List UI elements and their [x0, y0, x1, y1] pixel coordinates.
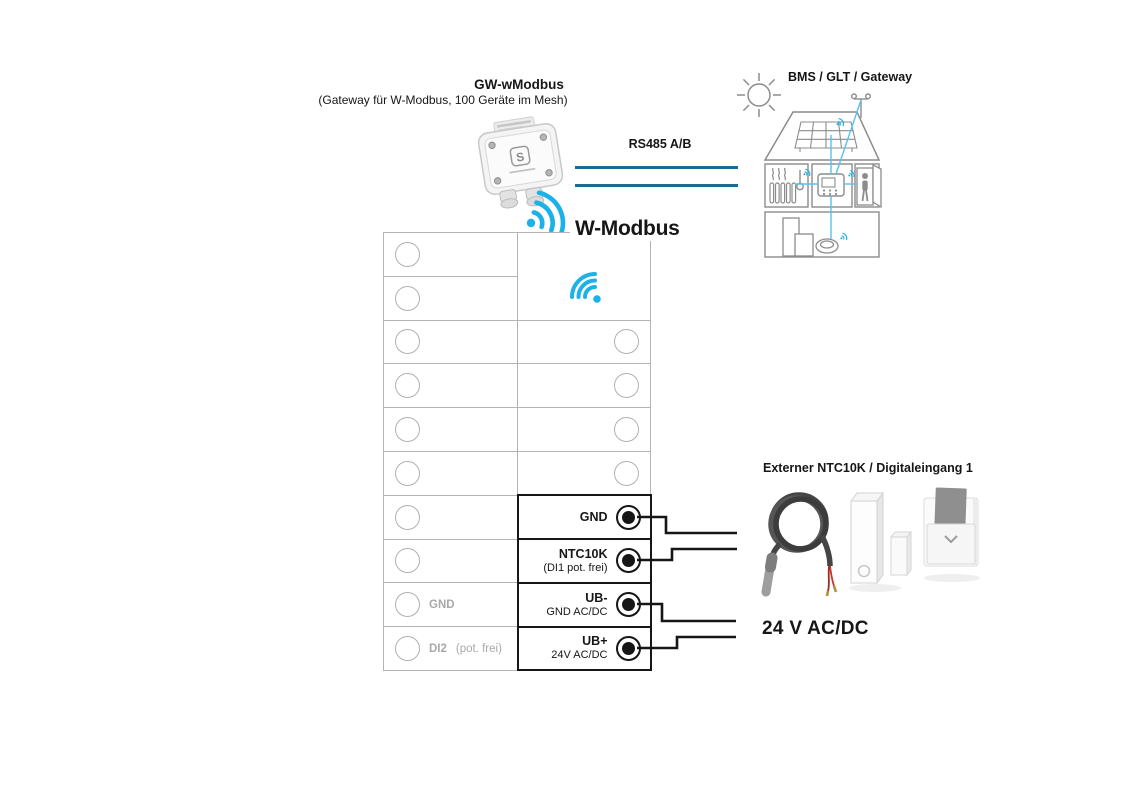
rs485-line-a [575, 166, 738, 169]
terminal-contact [616, 636, 641, 661]
door-person-icon [857, 165, 881, 207]
terminal-circle [614, 461, 639, 486]
device-subtitle: (Gateway für W-Modbus, 100 Geräte im Mesh) [318, 93, 568, 107]
terminal-block: GND NTC10K (DI1 pot. frei) GND UB- GND AC/DC DI2 (pot. frei) UB+ 24V AC/DC [383, 232, 652, 671]
terminal-circle [395, 505, 420, 530]
wifi-icon [564, 266, 604, 306]
terminal-circle [395, 461, 420, 486]
terminal-circle [614, 373, 639, 398]
red-wire [828, 566, 829, 591]
terminal-gnd: GND [518, 495, 651, 539]
external-input-title: Externer NTC10K / Digitaleingang 1 [763, 461, 973, 475]
power-label: 24 V AC/DC [762, 618, 869, 639]
svg-text:S: S [515, 149, 526, 165]
terminal-circle [395, 373, 420, 398]
terminal-circle [395, 242, 420, 267]
terminal-circle [395, 417, 420, 442]
terminal-circle [614, 417, 639, 442]
wifi-icon [521, 183, 577, 239]
terminal-circle [395, 636, 420, 661]
red-wire [830, 566, 834, 586]
bms-label: BMS / GLT / Gateway [788, 70, 913, 84]
terminal-ub-plus: UB+ 24V AC/DC [518, 627, 651, 671]
solar-panel-icon [795, 122, 857, 152]
wmodbus-radio-cell [518, 233, 651, 321]
terminal-contact [616, 548, 641, 573]
wmodbus-label: W-Modbus [570, 217, 684, 241]
rs485-line-b [575, 184, 738, 187]
ntc-cable-sensor-photo [742, 474, 857, 600]
terminal-circle [395, 592, 420, 617]
terminal-circle [395, 329, 420, 354]
device-title: GW-wModbus [474, 77, 564, 92]
terminal-contact [616, 592, 641, 617]
smart-building-illustration [755, 88, 885, 260]
controller-icon [818, 174, 844, 196]
smart-device-icon [816, 239, 838, 253]
terminal-ntc10k: NTC10K (DI1 pot. frei) [518, 539, 651, 583]
terminal-circle [395, 548, 420, 573]
terminal-circle [614, 329, 639, 354]
terminal-circle [395, 286, 420, 311]
door-contact-photo [843, 489, 913, 594]
terminal-ub-minus: UB- GND AC/DC [518, 583, 651, 627]
terminal-contact [616, 505, 641, 530]
rs485-label: RS485 A/B [628, 137, 692, 151]
key-card-holder-photo [912, 484, 990, 586]
